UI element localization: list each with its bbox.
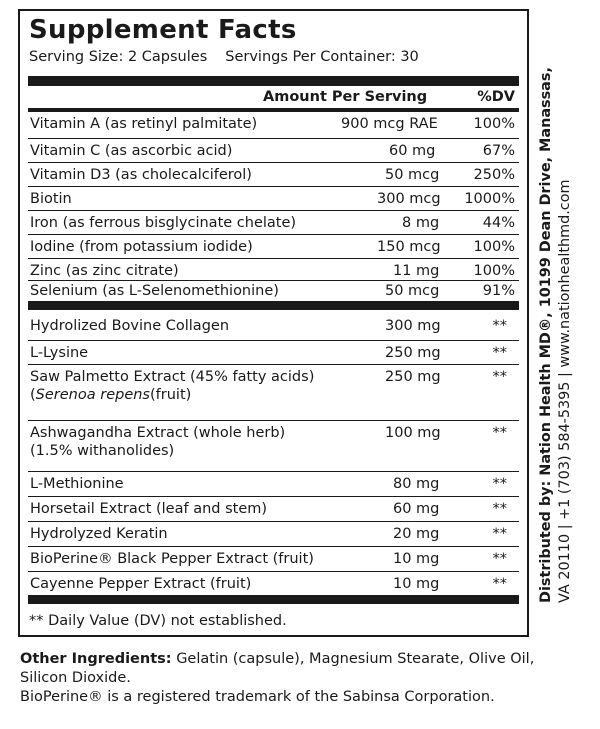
- ingredient-name: BioPerine® Black Pepper Extract (fruit): [30, 551, 314, 567]
- header-amount: Amount Per Serving: [263, 89, 428, 105]
- ingredients-block: [20, 650, 540, 707]
- other-ingredients-text: Gelatin (capsule), Magnesium Stearate, Olive Oil, Silicon Dioxide.: [20, 651, 535, 686]
- ingredient-amount: 60 mg: [393, 501, 440, 517]
- ingredient-amount: 10 mg: [393, 551, 440, 567]
- nutrient-dv: 100%: [473, 263, 515, 279]
- ingredient-amount: 300 mg: [385, 318, 441, 334]
- ingredient-row: [28, 314, 519, 341]
- ingredient-name: L-Methionine: [30, 476, 124, 492]
- ingredient-row: [28, 572, 519, 595]
- nutrient-row: [28, 259, 519, 281]
- ingredient-dv: **: [492, 526, 507, 542]
- ingredient-name-line2: (Serenoa repens(fruit): [30, 387, 192, 403]
- dv-footnote: ** Daily Value (DV) not established.: [29, 613, 287, 629]
- ingredient-name-line2: (1.5% withanolides): [30, 443, 175, 459]
- nutrient-dv: 44%: [482, 215, 515, 231]
- ingredient-amount: 10 mg: [393, 576, 440, 592]
- nutrient-row: [28, 281, 519, 301]
- ingredient-amount: 100 mg: [385, 425, 441, 441]
- ingredient-row: [28, 472, 519, 497]
- nutrient-name: Iodine (from potassium iodide): [30, 239, 253, 255]
- ingredient-name: Hydrolized Bovine Collagen: [30, 318, 230, 334]
- ingredient-amount: 250 mg: [385, 369, 441, 385]
- nutrient-row: [28, 211, 519, 235]
- ingredient-row: [28, 341, 519, 365]
- ingredient-dv: **: [492, 425, 507, 441]
- ingredient-dv: **: [492, 476, 507, 492]
- ingredient-row: [28, 547, 519, 572]
- other-ingredients: [20, 650, 540, 688]
- ingredient-name: [30, 368, 314, 404]
- latin-name: Serenoa repens: [35, 387, 150, 403]
- ingredient-dv: **: [492, 369, 507, 385]
- ingredient-dv: **: [492, 576, 507, 592]
- ingredient-name: Hydrolyzed Keratin: [30, 526, 168, 542]
- nutrient-name: Vitamin C (as ascorbic acid): [30, 143, 233, 159]
- ingredient-amount: 20 mg: [393, 526, 440, 542]
- trademark-note: BioPerine® is a registered trademark of the Sabinsa Corporation.: [20, 689, 495, 705]
- other-ingredients-label: Other Ingredients:: [20, 651, 172, 667]
- distributor-line1: Distributed by: Nation Health MD®, 10199 Dean Drive, Manassas,: [538, 67, 554, 603]
- ingredient-amount: 250 mg: [385, 345, 441, 361]
- distributor-line2: VA 20110 | +1 (703) 584-5395 | www.nationhealthmd.com: [557, 179, 573, 603]
- nutrient-amount: 150 mcg: [377, 239, 441, 255]
- nutrient-dv: 100%: [473, 239, 515, 255]
- ingredient-name-line1: Saw Palmetto Extract (45% fatty acids): [30, 369, 315, 385]
- ingredient-row: [28, 522, 519, 547]
- nutrient-row: [28, 112, 519, 139]
- ingredient-name-line1: Ashwagandha Extract (whole herb): [30, 425, 286, 441]
- supplement-facts-panel: [18, 9, 529, 637]
- ingredient-name: [30, 424, 285, 460]
- nutrient-name: Vitamin D3 (as cholecalciferol): [30, 167, 252, 183]
- ingredient-name: Horsetail Extract (leaf and stem): [30, 501, 268, 517]
- ingredient-dv: **: [492, 345, 507, 361]
- nutrient-amount: 900 mcg RAE: [341, 116, 438, 132]
- nutrient-name: Biotin: [30, 191, 72, 207]
- nutrient-row: [28, 235, 519, 259]
- ingredient-name: Cayenne Pepper Extract (fruit): [30, 576, 252, 592]
- ingredient-amount: 80 mg: [393, 476, 440, 492]
- nutrient-dv: 67%: [482, 143, 515, 159]
- ingredient-row: [28, 421, 519, 472]
- nutrient-dv: 1000%: [464, 191, 515, 207]
- distributor-info: [537, 3, 575, 603]
- ingredient-row: [28, 365, 519, 421]
- nutrient-amount: 8 mg: [402, 215, 440, 231]
- nutrient-name: Vitamin A (as retinyl palmitate): [30, 116, 258, 132]
- thick-rule-bottom: [28, 595, 519, 604]
- nutrient-row: [28, 187, 519, 211]
- thick-rule-middle: [28, 301, 519, 310]
- ingredient-dv: **: [492, 318, 507, 334]
- nutrient-amount: 50 mcg: [385, 283, 440, 299]
- nutrient-amount: 50 mcg: [385, 167, 440, 183]
- panel-title: Supplement Facts: [29, 15, 297, 45]
- serving-info: [29, 49, 419, 65]
- nutrient-name: Iron (as ferrous bisglycinate chelate): [30, 215, 297, 231]
- thick-rule-top: [28, 76, 519, 86]
- serving-size: Serving Size: 2 Capsules: [29, 49, 208, 65]
- nutrient-dv: 91%: [482, 283, 515, 299]
- nutrient-name: Selenium (as L-Selenomethionine): [30, 283, 279, 299]
- nutrient-row: [28, 163, 519, 187]
- ingredient-dv: **: [492, 501, 507, 517]
- nutrient-amount: 300 mcg: [377, 191, 441, 207]
- nutrient-dv: 100%: [473, 116, 515, 132]
- nutrient-amount: 60 mg: [389, 143, 436, 159]
- nutrient-dv: 250%: [473, 167, 515, 183]
- ingredient-row: [28, 497, 519, 522]
- nutrient-row: [28, 139, 519, 163]
- servings-per-container: Servings Per Container: 30: [225, 49, 419, 65]
- nutrient-amount: 11 mg: [393, 263, 440, 279]
- ingredient-name: L-Lysine: [30, 345, 89, 361]
- nutrient-name: Zinc (as zinc citrate): [30, 263, 179, 279]
- ingredient-dv: **: [492, 551, 507, 567]
- header-dv: %DV: [477, 89, 515, 105]
